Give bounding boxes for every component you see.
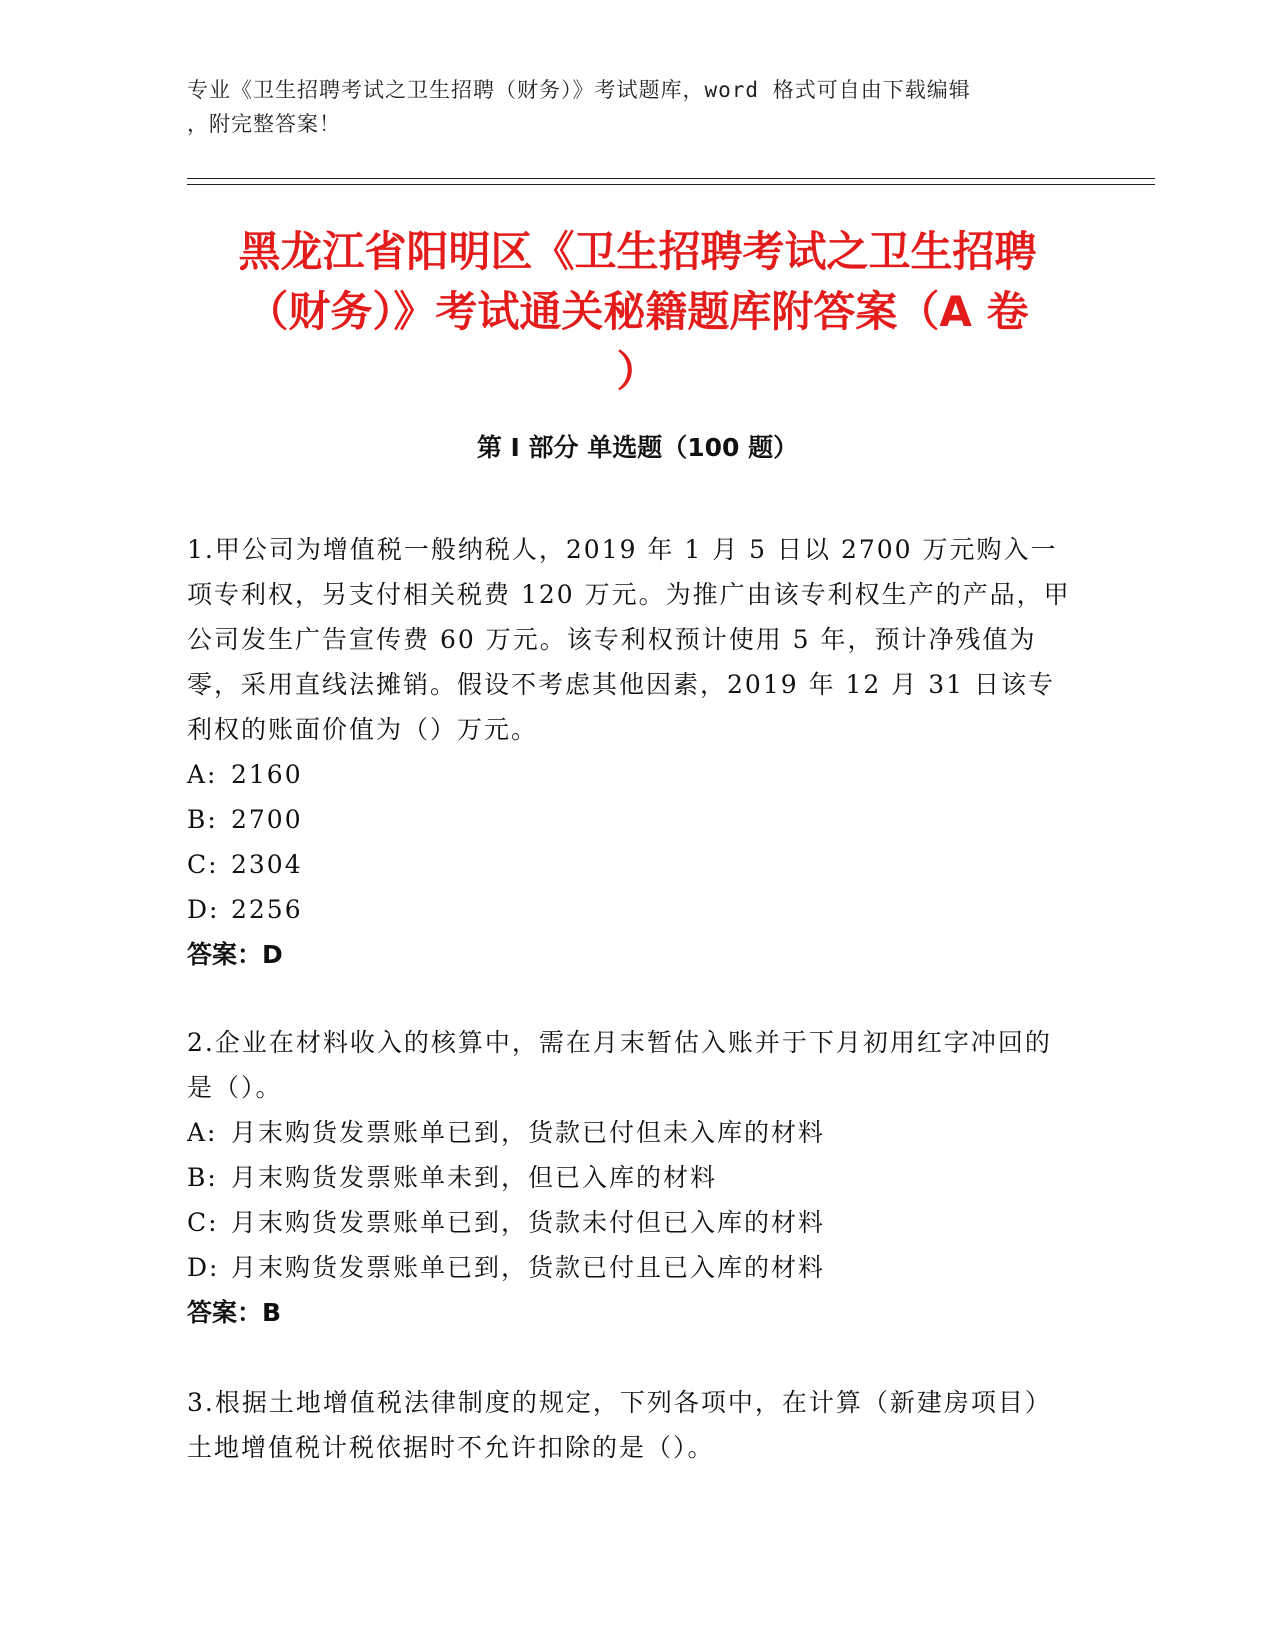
option-a: [187, 1110, 1077, 1155]
option-text: 月末购货发票账单未到，但已入库的材料: [231, 1163, 718, 1192]
question-3: [187, 1380, 1077, 1470]
option-text: 月末购货发票账单已到，货款已付且已入库的材料: [231, 1253, 826, 1282]
option-key: C:: [187, 850, 219, 879]
option-text: 2256: [231, 895, 303, 924]
option-key: C:: [187, 1208, 219, 1237]
option-key: B:: [187, 1163, 218, 1192]
document-title-line-3: ）: [616, 347, 659, 396]
document-title-line-1: 黑龙江省阳明区《卫生招聘考试之卫生招聘: [238, 227, 1037, 276]
option-text: 月末购货发票账单已到，货款已付但未入库的材料: [231, 1118, 826, 1147]
option-key: D:: [187, 895, 220, 924]
answer: 答案：D: [187, 940, 283, 969]
header-note: [187, 73, 1087, 141]
option-b: [187, 1155, 1077, 1200]
question-stem: 3.根据土地增值税法律制度的规定，下列各项中，在计算（新建房项目）土地增值税计税依据时不允许扣除的是（）。: [187, 1388, 1052, 1462]
option-c: [187, 1200, 1077, 1245]
option-text: 2304: [231, 850, 303, 879]
header-divider-bottom: [187, 184, 1155, 185]
answer: 答案：B: [187, 1298, 282, 1327]
header-note-line-2: ，附完整答案！: [187, 112, 341, 136]
section-title: 第 I 部分 单选题（100 题）: [476, 433, 799, 462]
option-a: [187, 752, 1077, 797]
option-text: 月末购货发票账单已到，货款未付但已入库的材料: [231, 1208, 826, 1237]
option-key: D:: [187, 1253, 220, 1282]
question-stem: 1.甲公司为增值税一般纳税人，2019 年 1 月 5 日以 2700 万元购入一项专利权，另支付相关税费 120 万元。为推广由该专利权生产的产品，甲公司发生广告宣传费 60 万元。该专利权预计使用 5 年，预计净残值为零，采用直线法摊销。假设不考虑其他因素，2019 年 12 月 31 日该专利权的账面价值为（）万元。: [187, 535, 1071, 744]
document-title-line-2: （财务）》考试通关秘籍题库附答案（A 卷: [246, 287, 1029, 336]
option-d: [187, 1245, 1077, 1290]
document-title: [150, 222, 1125, 402]
question-1: [187, 527, 1077, 977]
header-divider-top: [187, 178, 1155, 179]
option-key: A:: [187, 760, 218, 789]
option-key: B:: [187, 805, 218, 834]
option-c: [187, 842, 1077, 887]
option-d: [187, 887, 1077, 932]
question-stem: 2.企业在材料收入的核算中，需在月末暂估入账并于下月初用红字冲回的是（）。: [187, 1028, 1052, 1102]
option-b: [187, 797, 1077, 842]
header-note-line-1: 专业《卫生招聘考试之卫生招聘（财务）》考试题库，word 格式可自由下载编辑: [187, 78, 971, 102]
option-text: 2700: [231, 805, 303, 834]
option-key: A:: [187, 1118, 218, 1147]
question-2: [187, 1020, 1077, 1335]
option-text: 2160: [231, 760, 303, 789]
